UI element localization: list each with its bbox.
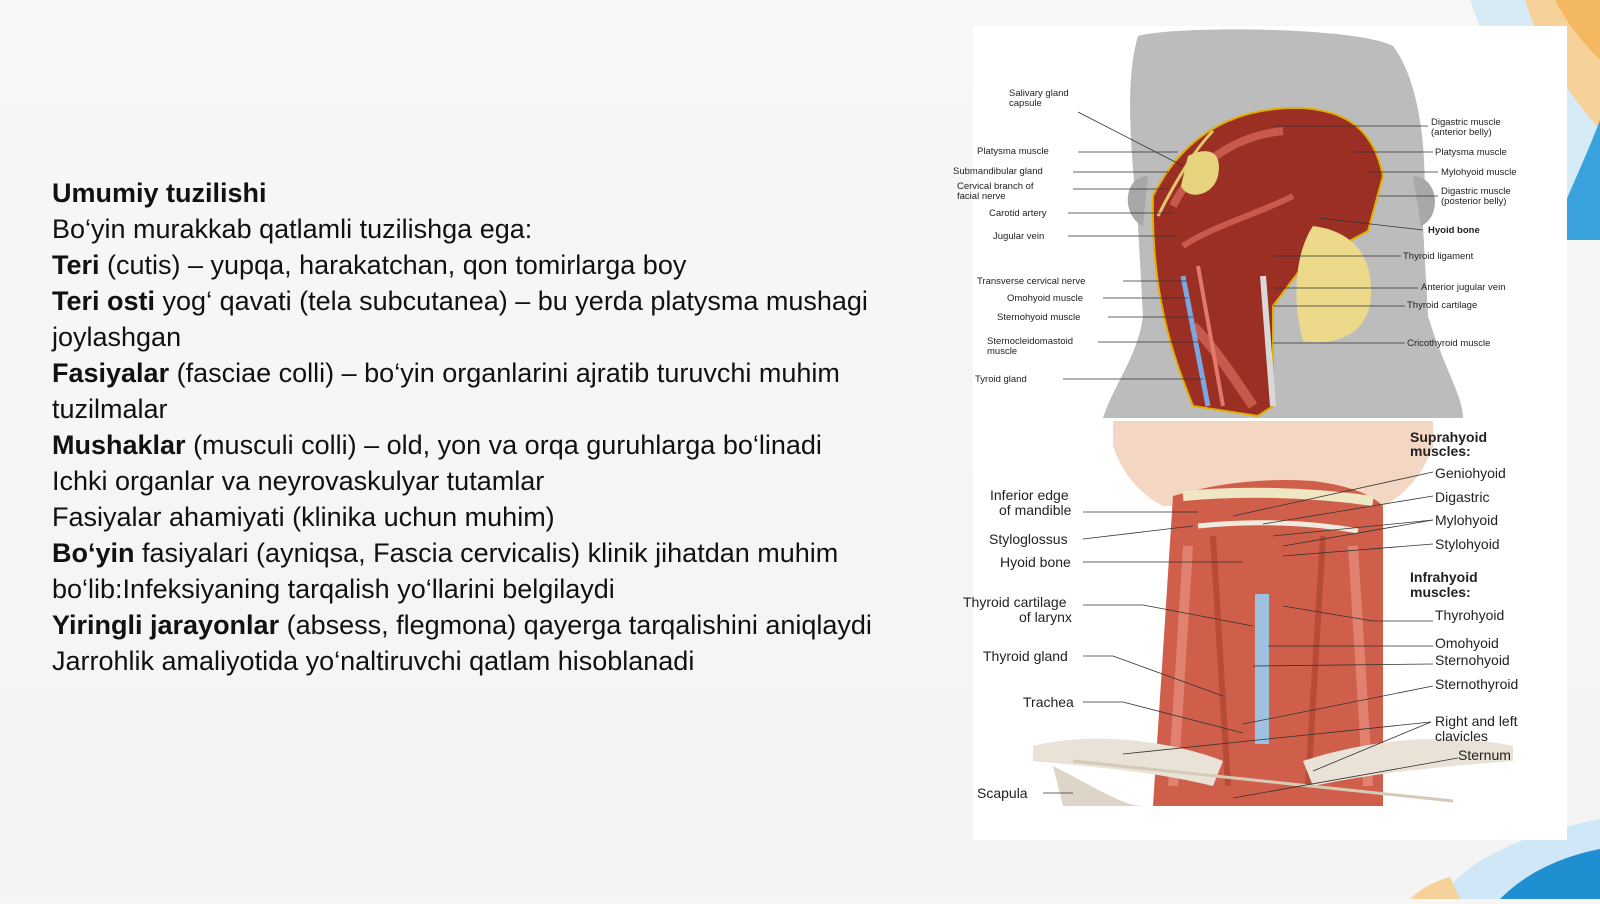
text-line: Ichki organlar va neyrovaskulyar tutamlar bbox=[52, 466, 545, 496]
label-omohyoid-bottom: Omohyoid bbox=[1435, 635, 1499, 651]
label-scapula: Scapula bbox=[977, 785, 1028, 801]
text-line: Fasiyalar ahamiyati (klinika uchun muhim) bbox=[52, 502, 555, 532]
text-line: Teri osti yog‘ qavati (tela subcutanea) – bu yerda platysma mushagi joylashgan bbox=[52, 286, 868, 352]
label-of-larynx: of larynx bbox=[1019, 609, 1072, 625]
label-salivary-gland-2: capsule bbox=[1009, 98, 1042, 109]
text-line: Jarrohlik amaliyotida yo‘naltiruvchi qatlam hisoblanadi bbox=[52, 646, 695, 676]
label-digastric-anterior-2: (anterior belly) bbox=[1431, 127, 1492, 138]
label-cricothyroid: Cricothyroid muscle bbox=[1407, 338, 1491, 349]
label-digastric-posterior: Digastric muscle bbox=[1441, 186, 1511, 197]
label-of-mandible: of mandible bbox=[999, 502, 1072, 518]
label-styloglossus: Styloglossus bbox=[989, 531, 1068, 547]
label-mylohyoid-bottom: Mylohyoid bbox=[1435, 512, 1499, 528]
label-facial-nerve: facial nerve bbox=[957, 191, 1006, 202]
label-stylohyoid: Stylohyoid bbox=[1435, 536, 1500, 552]
text-line: Fasiyalar (fasciae colli) – bo‘yin organlarini ajratib turuvchi muhim tuzilmalar bbox=[52, 358, 840, 424]
text-line: Bo‘yin fasiyalari (ayniqsa, Fascia cervicalis) klinik jihatdan muhim bo‘lib:Infeksiyaning tarqalish yo‘llarini belgilaydi bbox=[52, 538, 839, 604]
neck-dissection-illustration bbox=[953, 29, 1517, 418]
text-line: Teri (cutis) – yupqa, harakatchan, qon tomirlarga boy bbox=[52, 250, 687, 280]
label-hyoid-bone: Hyoid bone bbox=[1000, 554, 1071, 570]
label-omohyoid: Omohyoid muscle bbox=[1007, 293, 1084, 304]
neck-anatomy-figure bbox=[953, 26, 1567, 840]
label-submandibular: Submandibular gland bbox=[953, 166, 1043, 177]
text-line: Mushaklar (musculi colli) – old, yon va orqa guruhlarga bo‘linadi bbox=[52, 430, 822, 460]
label-thyrohyoid: Thyrohyoid bbox=[1435, 607, 1505, 623]
label-trachea: Trachea bbox=[1023, 694, 1074, 710]
label-salivary-gland: Salivary gland bbox=[1009, 88, 1069, 99]
label-mylohyoid: Mylohyoid muscle bbox=[1441, 167, 1517, 178]
text-line: Yiringli jarayonlar (absess, flegmona) qayerga tarqalishini aniqlaydi bbox=[52, 610, 872, 640]
heading: Umumiy tuzilishi bbox=[52, 178, 267, 208]
label-digastric-anterior: Digastric muscle bbox=[1431, 117, 1501, 128]
label-cervical-branch: Cervical branch of bbox=[957, 181, 1034, 192]
label-digastric-posterior-2: (posterior belly) bbox=[1441, 196, 1507, 207]
label-sternohyoid: Sternohyoid muscle bbox=[997, 312, 1081, 323]
label-sternocleidomastoid: Sternocleidomastoid bbox=[987, 336, 1074, 347]
label-anterior-jugular: Anterior jugular vein bbox=[1421, 282, 1506, 293]
label-sternothyroid: Sternothyroid bbox=[1435, 676, 1519, 692]
label-clavicles-2: clavicles bbox=[1435, 728, 1488, 744]
label-transverse-nerve: Transverse cervical nerve bbox=[977, 276, 1086, 287]
label-inferior-edge: Inferior edge bbox=[990, 487, 1069, 503]
label-thyroid-gland: Thyroid gland bbox=[983, 648, 1068, 664]
label-suprahyoid: Suprahyoid bbox=[1410, 429, 1488, 445]
label-tyroid-gland: Tyroid gland bbox=[975, 374, 1027, 385]
label-geniohyoid: Geniohyoid bbox=[1435, 465, 1506, 481]
neck-muscles-illustration bbox=[963, 421, 1518, 806]
label-hyoid-bone-top: Hyoid bone bbox=[1428, 225, 1480, 236]
slide-text bbox=[52, 175, 952, 679]
label-jugular-vein: Jugular vein bbox=[993, 231, 1045, 242]
label-infrahyoid-muscles: muscles: bbox=[1410, 584, 1471, 600]
label-thyroid-ligament: Thyroid ligament bbox=[1403, 251, 1474, 262]
label-sternohyoid-bottom: Sternohyoid bbox=[1435, 652, 1510, 668]
intro-line: Bo‘yin murakkab qatlamli tuzilishga ega: bbox=[52, 214, 533, 244]
label-sternocleidomastoid-2: muscle bbox=[987, 346, 1018, 357]
label-suprahyoid-muscles: muscles: bbox=[1410, 443, 1471, 459]
label-infrahyoid: Infrahyoid bbox=[1410, 569, 1478, 585]
label-digastric: Digastric bbox=[1435, 489, 1490, 505]
label-sternum: Sternum bbox=[1458, 747, 1511, 763]
label-clavicles: Right and left bbox=[1435, 713, 1518, 729]
label-platysma: Platysma muscle bbox=[977, 146, 1049, 157]
label-thyroid-cartilage: Thyroid cartilage bbox=[963, 594, 1067, 610]
label-carotid-artery: Carotid artery bbox=[989, 208, 1047, 219]
label-platysma-right: Platysma muscle bbox=[1435, 147, 1507, 158]
label-thyroid-cartilage-top: Thyroid cartilage bbox=[1407, 300, 1478, 311]
